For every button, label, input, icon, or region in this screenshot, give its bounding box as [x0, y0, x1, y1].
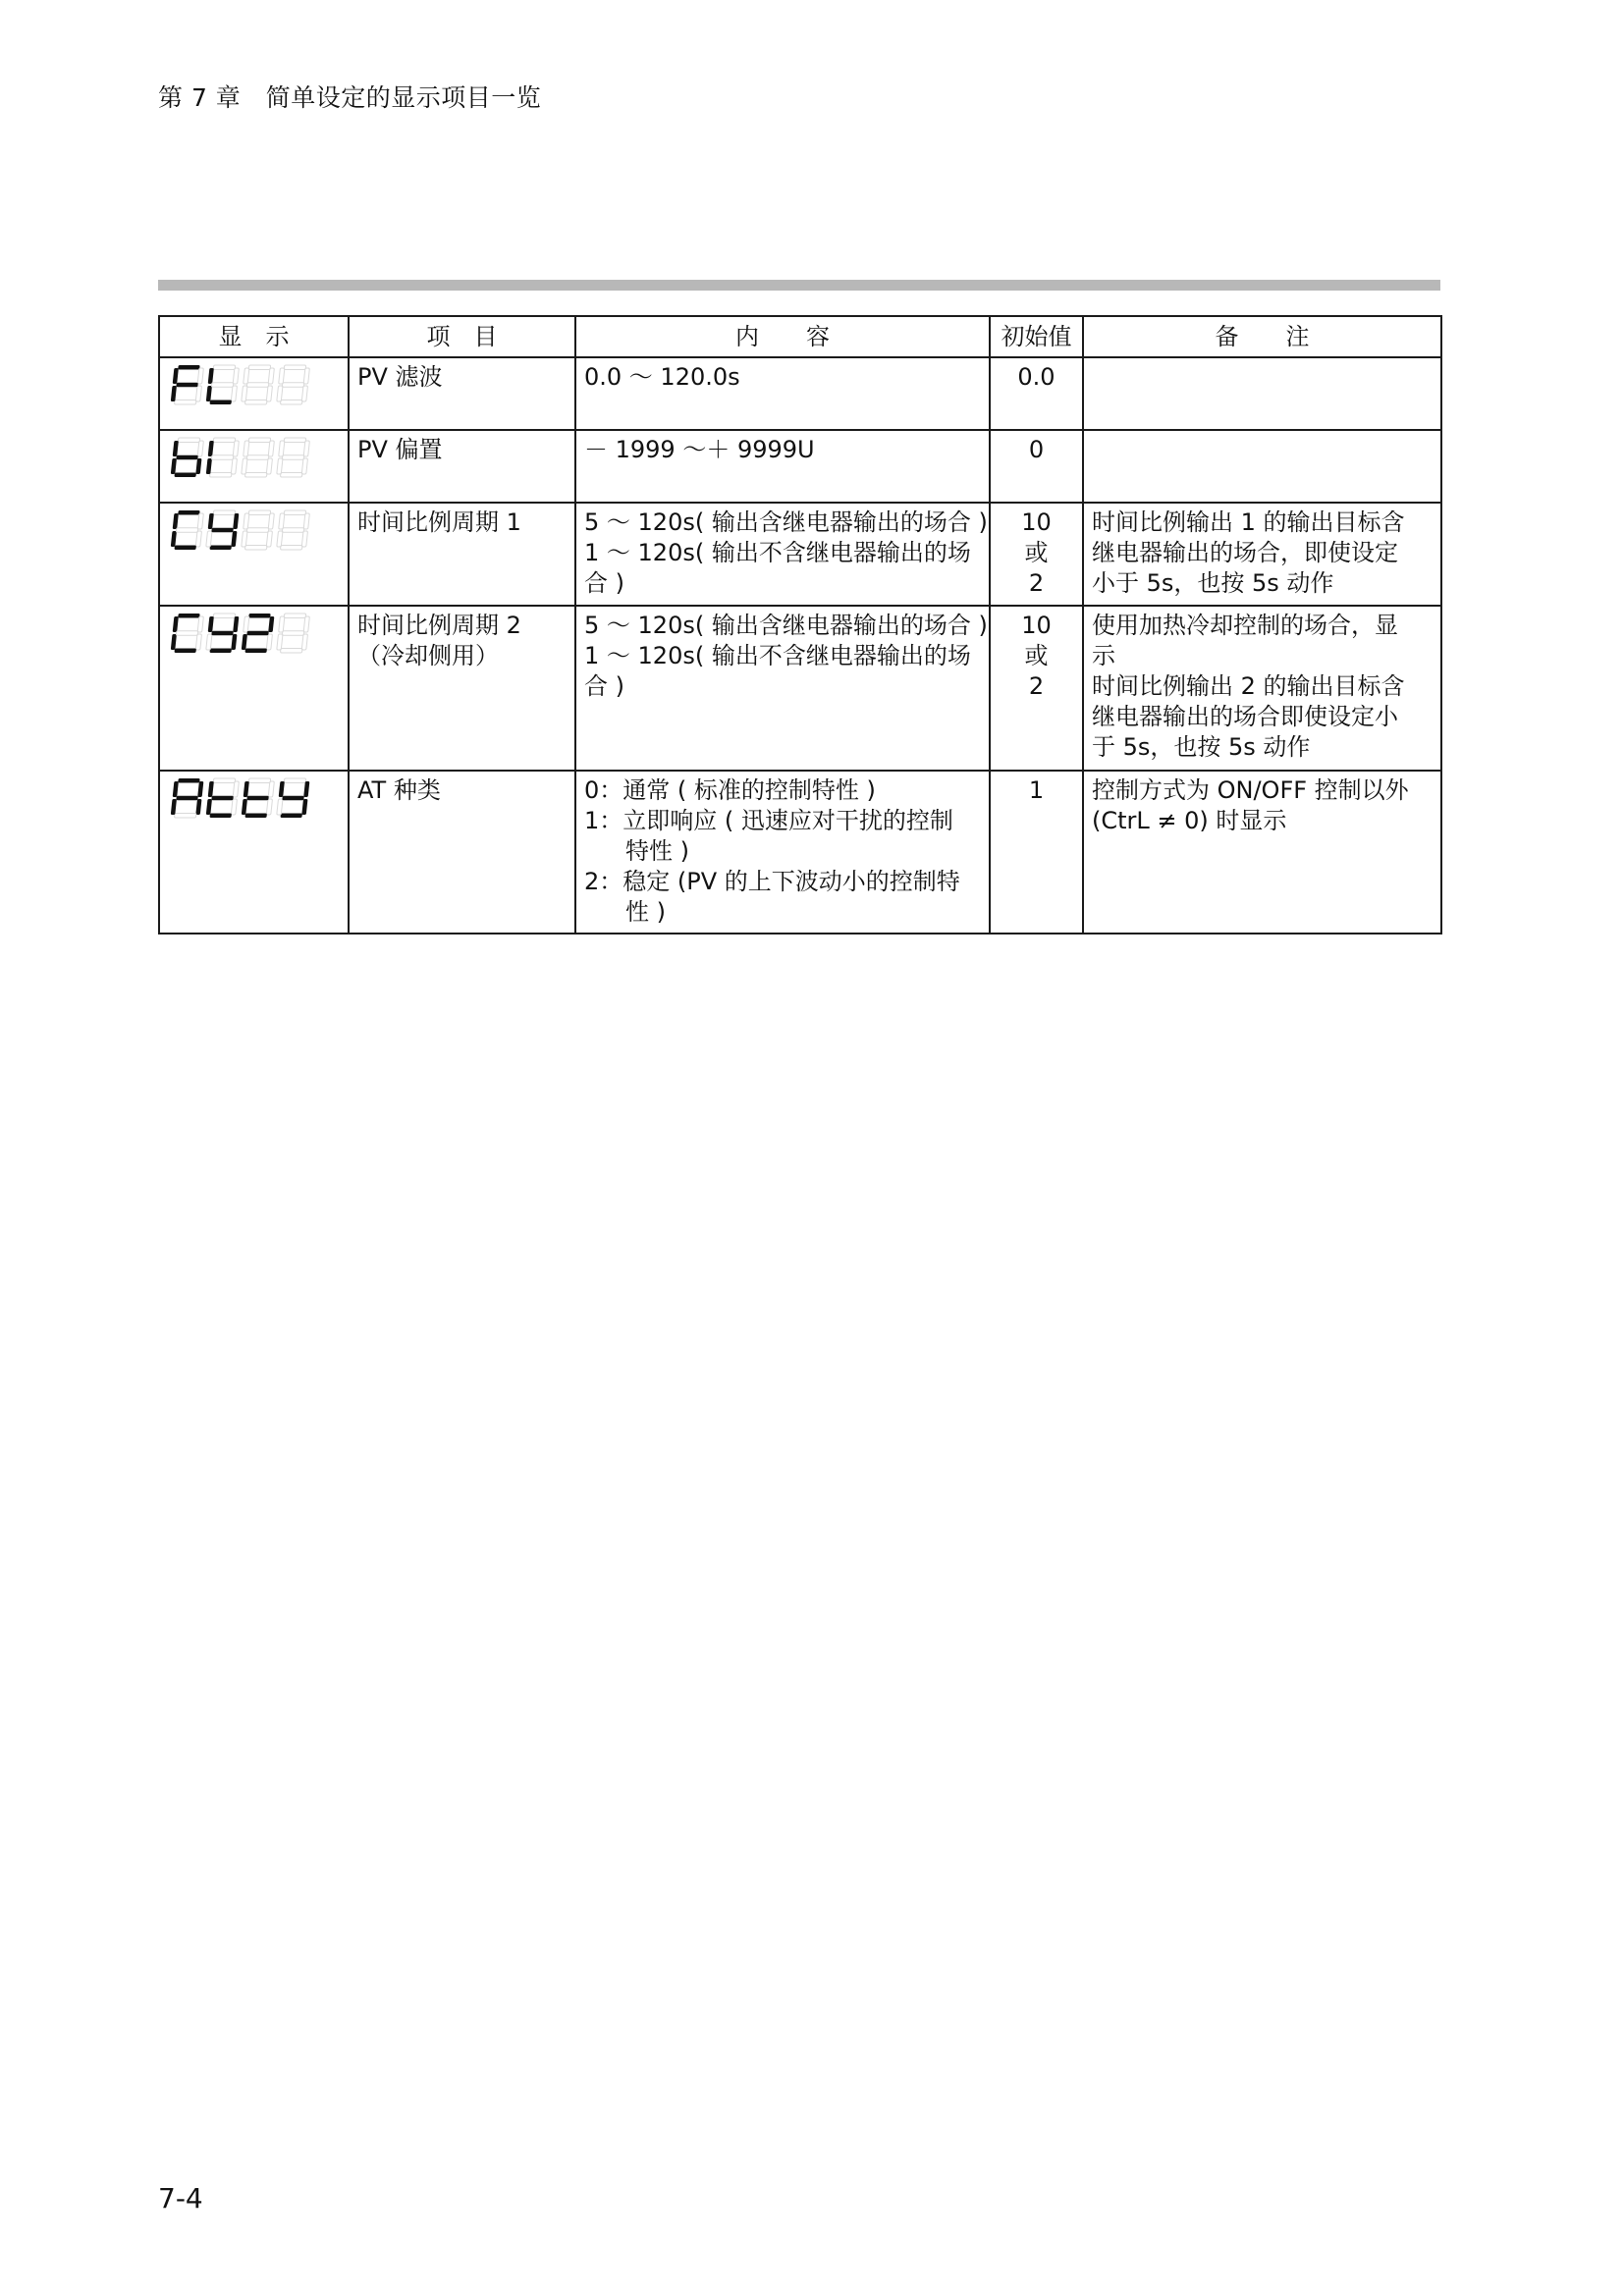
segment-d [209, 546, 231, 551]
segment-c [195, 531, 201, 547]
segment-f [244, 616, 249, 632]
header-display: 显 示 [159, 316, 349, 357]
notes-line: 于 5s，也按 5s 动作 [1092, 733, 1311, 761]
segment-c [301, 458, 307, 474]
segment-e [171, 799, 177, 815]
segment-a [248, 438, 270, 443]
segment-f [173, 616, 179, 632]
display-cell [159, 503, 349, 606]
segment-b [303, 368, 309, 384]
segment-e [171, 386, 177, 401]
table-row [159, 606, 1441, 771]
segment-f [279, 616, 285, 632]
initial-line: 10 [1021, 508, 1052, 536]
segment-e [171, 634, 177, 650]
segment-digit-lit [205, 510, 239, 550]
segment-f [279, 513, 285, 529]
segment-b [233, 781, 239, 797]
segment-a [284, 438, 305, 443]
segment-c [231, 386, 237, 401]
initial-cell [990, 430, 1083, 503]
segment-a [248, 614, 270, 618]
segment-c [266, 799, 272, 815]
segment-a [213, 510, 235, 515]
content-line: 0.0 ～ 120.0s [584, 363, 740, 391]
segment-g [282, 455, 303, 460]
segment-a [213, 365, 235, 370]
segment-d [209, 473, 231, 478]
seven-segment-display [168, 775, 315, 823]
notes-cell [1083, 503, 1441, 606]
segment-digit-blank [241, 510, 274, 550]
segment-g [246, 796, 268, 801]
item-line: AT 种类 [357, 776, 441, 804]
seven-segment-display [168, 362, 315, 409]
table-row [159, 771, 1441, 934]
segment-f [279, 781, 285, 797]
notes-cell [1083, 606, 1441, 771]
segment-d [244, 649, 266, 654]
segment-f [173, 441, 179, 456]
segment-e [242, 458, 247, 474]
segment-c [266, 531, 272, 547]
segment-digit-lit [205, 365, 239, 404]
segment-f [244, 513, 249, 529]
seven-segment-display [168, 611, 315, 658]
segment-a [284, 510, 305, 515]
segment-f [208, 616, 214, 632]
segment-g [282, 796, 303, 801]
segment-c [266, 386, 272, 401]
segment-c [301, 799, 307, 815]
segment-a [213, 438, 235, 443]
segment-e [242, 634, 247, 650]
segment-d [174, 814, 195, 819]
segment-d [244, 546, 266, 551]
segment-c [195, 634, 201, 650]
notes-cell [1083, 771, 1441, 934]
segment-e [242, 799, 247, 815]
content-cell [575, 430, 990, 503]
segment-digit-lit [170, 614, 203, 653]
segment-d [174, 400, 195, 405]
segment-g [176, 383, 197, 388]
content-line: 0：通常 ( 标准的控制特性 ) [584, 776, 876, 804]
content-line: 特性 ) [625, 837, 689, 865]
segment-c [231, 458, 237, 474]
segment-e [171, 458, 177, 474]
notes-line: 控制方式为 ON/OFF 控制以外 [1092, 776, 1409, 804]
segment-d [174, 473, 195, 478]
segment-f [208, 513, 214, 529]
notes-line: 示 [1092, 642, 1115, 669]
header-notes: 备 注 [1083, 316, 1441, 357]
segment-e [206, 799, 212, 815]
segment-c [301, 531, 307, 547]
segment-a [284, 778, 305, 783]
content-cell [575, 771, 990, 934]
notes-line: 时间比例输出 2 的输出目标含 [1092, 672, 1405, 700]
table-row [159, 430, 1441, 503]
content-line: 2：稳定 (PV 的上下波动小的控制特 [584, 868, 960, 895]
initial-line: 0 [1028, 436, 1045, 463]
notes-line: 继电器输出的场合即使设定小 [1092, 703, 1398, 730]
display-cell [159, 357, 349, 430]
segment-f [244, 368, 249, 384]
parameter-table [158, 315, 1442, 934]
segment-d [209, 400, 231, 405]
segment-e [277, 531, 283, 547]
content-line: 1 ～ 120s( 输出不含继电器输出的场 [584, 539, 971, 566]
header-item: 项 目 [349, 316, 575, 357]
segment-digit-lit [241, 614, 274, 653]
segment-digit-blank [241, 438, 274, 477]
segment-e [206, 386, 212, 401]
segment-b [268, 781, 274, 797]
segment-d [209, 649, 231, 654]
segment-g [176, 631, 197, 636]
segment-b [268, 616, 274, 632]
segment-f [173, 781, 179, 797]
segment-b [303, 441, 309, 456]
notes-line: (CtrL ≠ 0) 时显示 [1092, 807, 1287, 834]
initial-line: 10 [1021, 612, 1052, 639]
initial-line: 或 [1024, 539, 1049, 566]
segment-digit-lit [170, 510, 203, 550]
table-row [159, 357, 1441, 430]
content-line: － 1999 ～＋ 9999U [584, 436, 815, 463]
segment-g [176, 455, 197, 460]
segment-a [248, 510, 270, 515]
segment-c [301, 386, 307, 401]
segment-e [171, 531, 177, 547]
segment-g [246, 528, 268, 533]
segment-e [277, 799, 283, 815]
segment-digit-blank [276, 365, 309, 404]
segment-f [279, 441, 285, 456]
content-cell [575, 503, 990, 606]
segment-digit-lit [205, 438, 239, 477]
item-line: 时间比例周期 1 [357, 508, 521, 536]
notes-line: 继电器输出的场合，即使设定 [1092, 539, 1398, 566]
content-cell [575, 357, 990, 430]
segment-d [174, 649, 195, 654]
item-cell [349, 430, 575, 503]
segment-a [284, 614, 305, 618]
content-line: 5 ～ 120s( 输出含继电器输出的场合 ) [584, 612, 988, 639]
initial-line: 0.0 [1017, 363, 1056, 391]
segment-f [208, 368, 214, 384]
item-line: PV 滤波 [357, 363, 443, 391]
segment-d [280, 814, 301, 819]
segment-b [268, 368, 274, 384]
item-cell [349, 771, 575, 934]
content-cell [575, 606, 990, 771]
segment-e [206, 458, 212, 474]
segment-f [173, 368, 179, 384]
content-line: 1 ～ 120s( 输出不含继电器输出的场 [584, 642, 971, 669]
notes-line: 使用加热冷却控制的场合，显 [1092, 612, 1398, 639]
segment-digit-blank [276, 438, 309, 477]
segment-d [280, 546, 301, 551]
page-number: 7-4 [158, 2182, 203, 2215]
segment-d [280, 649, 301, 654]
item-line: （冷却侧用） [357, 642, 499, 669]
segment-a [178, 614, 199, 618]
table-header-row [159, 316, 1441, 357]
segment-b [197, 616, 203, 632]
display-cell [159, 606, 349, 771]
segment-f [208, 781, 214, 797]
item-cell [349, 606, 575, 771]
segment-a [248, 778, 270, 783]
segment-e [242, 531, 247, 547]
segment-e [277, 458, 283, 474]
content-line: 5 ～ 120s( 输出含继电器输出的场合 ) [584, 508, 988, 536]
content-line: 合 ) [584, 672, 624, 700]
segment-c [195, 458, 201, 474]
initial-cell [990, 771, 1083, 934]
segment-e [277, 634, 283, 650]
notes-cell [1083, 357, 1441, 430]
item-cell [349, 357, 575, 430]
segment-g [211, 455, 233, 460]
segment-b [197, 368, 203, 384]
notes-cell [1083, 430, 1441, 503]
initial-line: 2 [1028, 569, 1045, 597]
item-line: 时间比例周期 2 [357, 612, 521, 639]
segment-d [209, 814, 231, 819]
segment-g [246, 631, 268, 636]
segment-g [246, 455, 268, 460]
segment-digit-lit [170, 438, 203, 477]
display-cell [159, 771, 349, 934]
segment-a [213, 614, 235, 618]
segment-digit-lit [205, 614, 239, 653]
chapter-header: 第 7 章 简单设定的显示项目一览 [158, 83, 542, 112]
segment-f [208, 441, 214, 456]
segment-c [301, 634, 307, 650]
initial-cell [990, 357, 1083, 430]
segment-a [178, 510, 199, 515]
display-cell [159, 430, 349, 503]
segment-digit-lit [170, 778, 203, 818]
initial-line: 1 [1028, 776, 1045, 804]
segment-digit-lit [170, 365, 203, 404]
segment-b [197, 513, 203, 529]
segment-g [282, 528, 303, 533]
segment-d [280, 400, 301, 405]
segment-d [244, 400, 266, 405]
segment-b [197, 441, 203, 456]
initial-cell [990, 606, 1083, 771]
content-line: 性 ) [625, 898, 666, 926]
segment-f [279, 368, 285, 384]
segment-a [178, 438, 199, 443]
segment-digit-lit [205, 778, 239, 818]
segment-b [268, 513, 274, 529]
segment-a [248, 365, 270, 370]
segment-b [268, 441, 274, 456]
segment-c [231, 531, 237, 547]
segment-d [244, 814, 266, 819]
segment-g [282, 383, 303, 388]
content-line: 合 ) [584, 569, 624, 597]
table-row [159, 503, 1441, 606]
segment-g [282, 631, 303, 636]
segment-b [303, 616, 309, 632]
segment-c [266, 634, 272, 650]
segment-c [231, 799, 237, 815]
segment-g [211, 383, 233, 388]
segment-b [233, 513, 239, 529]
segment-d [280, 473, 301, 478]
seven-segment-display [168, 435, 315, 482]
notes-line: 时间比例输出 1 的输出目标含 [1092, 508, 1405, 536]
section-divider [158, 280, 1440, 291]
segment-c [195, 386, 201, 401]
segment-d [244, 473, 266, 478]
segment-a [178, 778, 199, 783]
seven-segment-display [168, 507, 315, 555]
segment-f [173, 513, 179, 529]
segment-a [178, 365, 199, 370]
segment-e [277, 386, 283, 401]
segment-digit-blank [276, 510, 309, 550]
item-cell [349, 503, 575, 606]
notes-line: 小于 5s，也按 5s 动作 [1092, 569, 1334, 597]
segment-g [211, 528, 233, 533]
segment-b [197, 781, 203, 797]
segment-digit-lit [276, 778, 309, 818]
segment-b [303, 513, 309, 529]
segment-f [244, 781, 249, 797]
segment-b [303, 781, 309, 797]
item-line: PV 偏置 [357, 436, 443, 463]
segment-g [246, 383, 268, 388]
segment-e [206, 531, 212, 547]
segment-b [233, 368, 239, 384]
segment-c [266, 458, 272, 474]
segment-g [176, 528, 197, 533]
header-content: 内 容 [575, 316, 990, 357]
segment-b [233, 441, 239, 456]
initial-cell [990, 503, 1083, 606]
segment-c [195, 799, 201, 815]
segment-a [213, 778, 235, 783]
segment-a [284, 365, 305, 370]
initial-line: 或 [1024, 642, 1049, 669]
segment-e [206, 634, 212, 650]
segment-g [176, 796, 197, 801]
segment-f [244, 441, 249, 456]
segment-digit-lit [241, 778, 274, 818]
segment-g [211, 796, 233, 801]
segment-digit-blank [276, 614, 309, 653]
segment-digit-blank [241, 365, 274, 404]
segment-g [211, 631, 233, 636]
segment-c [231, 634, 237, 650]
content-line: 1：立即响应 ( 迅速应对干扰的控制 [584, 807, 953, 834]
header-initial: 初始值 [990, 316, 1083, 357]
segment-d [174, 546, 195, 551]
segment-b [233, 616, 239, 632]
segment-e [242, 386, 247, 401]
initial-line: 2 [1028, 672, 1045, 700]
